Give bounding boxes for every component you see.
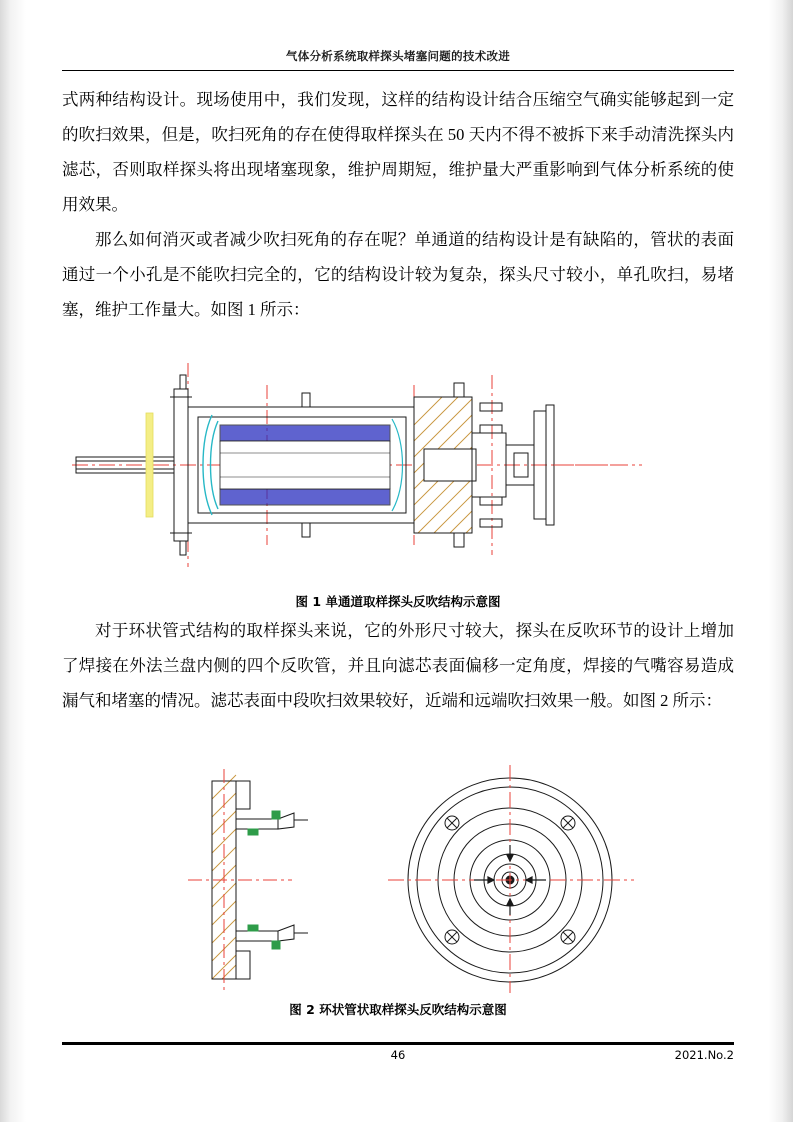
issue-label: 2021.No.2 — [674, 1048, 734, 1062]
highlight-band — [146, 413, 153, 517]
paragraph-1 — [62, 82, 734, 222]
blowback-tube-upper — [236, 811, 308, 835]
side-section-view — [188, 769, 308, 991]
running-head: 气体分析系统取样探头堵塞问题的技术改进 — [285, 49, 511, 63]
figure-2-drawing — [62, 765, 734, 995]
paragraph-2: 那么如何消灭或者减少吹扫死角的存在呢？单通道的结构设计是有缺陷的，管状的表面通过一个小孔是不能吹扫完全的，它的结构设计较为复杂，探头尺寸较小，单孔吹扫，易堵塞，维护工作量大。如图 1 所示： — [62, 230, 734, 319]
page-content — [62, 0, 734, 1122]
figure-1-caption: 图 1 单通道取样探头反吹结构示意图 — [295, 594, 501, 609]
front-flange-view — [388, 765, 634, 993]
paragraph-3: 对于环状管式结构的取样探头来说，它的外形尺寸较大，探头在反吹环节的设计上增加了焊接在外法兰盘内侧的四个反吹管，并且向滤芯表面偏移一定角度，焊接的气嘴容易造成漏气和堵塞的情况。滤芯表面中段吹扫效果较好，近端和远端吹扫效果一般。如图 2 所示： — [62, 621, 734, 710]
figure-2 — [62, 765, 734, 995]
right-housing — [414, 397, 476, 533]
paragraph-1-text: 式两种结构设计。现场使用中，我们发现，这样的结构设计结合压缩空气确实能够起到一定的吹扫效果，但是，吹扫死角的存在使得取样探头在 50 天内不得不被拆下来手动清洗探头内滤芯，否则取样探头将出现堵塞现象，维护周期短，维护量大严重影响到气体分析系统的使用效果。 — [62, 90, 734, 214]
blowback-tube-lower — [236, 925, 308, 949]
header-rule — [62, 70, 734, 71]
figure-1-drawing — [62, 345, 734, 585]
page-number: 46 — [390, 1048, 406, 1062]
footer-rule — [62, 1042, 734, 1045]
figure-2-caption: 图 2 环状管状取样探头反吹结构示意图 — [289, 1002, 507, 1017]
filter-element — [220, 425, 390, 505]
figure-1 — [62, 345, 734, 585]
